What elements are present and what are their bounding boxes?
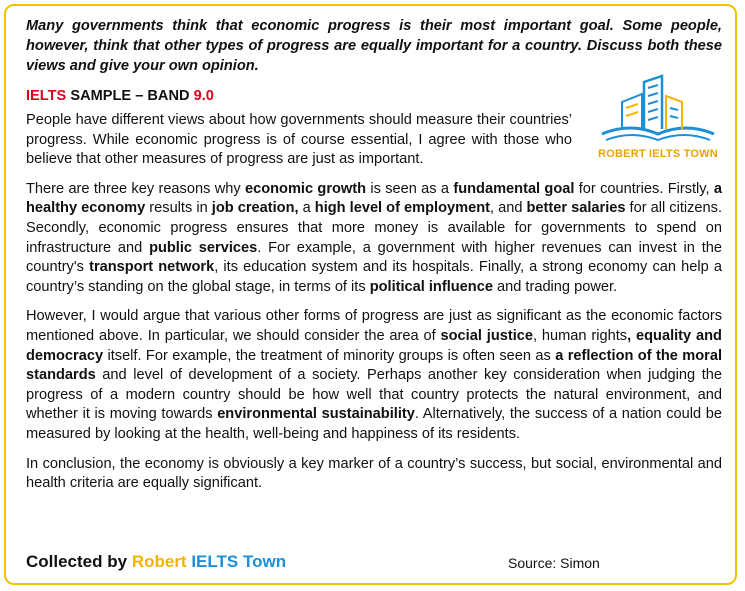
- sample-brand: IELTS: [26, 88, 67, 104]
- text: results in: [145, 200, 212, 217]
- collected-by: [26, 552, 286, 571]
- keyword: job creation,: [211, 200, 299, 217]
- robert-ielts-town-logo: [592, 72, 724, 164]
- text: and trading power.: [492, 278, 618, 295]
- text: a: [298, 200, 315, 217]
- sample-band: 9.0: [193, 88, 214, 104]
- keyword: social justice: [440, 327, 533, 344]
- paragraph-intro: People have different views about how governments should measure their countries’ progress. While economic progress is of course essential, I agree with those who believe that other measures of progress are just as important.: [26, 112, 572, 168]
- text: itself. For example, the treatment of minority groups is often seen as: [103, 347, 556, 364]
- text: for all citizens. Secondly, economic progress ensures that more money is available for governments to spend on infrastructure and: [26, 200, 723, 256]
- book-tower-icon: [592, 72, 724, 148]
- keyword: fundamental goal: [453, 180, 575, 197]
- text: , and: [489, 200, 527, 217]
- text: for countries. Firstly,: [574, 180, 714, 197]
- keyword: , equality and democracy: [26, 327, 722, 364]
- footer: [26, 552, 716, 572]
- text: . For example, a government with higher revenues can invest in the country's: [26, 239, 722, 276]
- essay-prompt: Many governments think that economic progress is their most important goal. Some people, however, think that other types of progress are equally important for a country. Discuss both these views and give your own opinion.: [26, 18, 722, 74]
- keyword: environmental sustainability: [217, 406, 415, 423]
- keyword: a healthy economy: [26, 180, 723, 217]
- text: and level of development of a society. Perhaps another key consideration when judging the progress of a modern country should be how well that country protects the natural environment, and whether it is moving towards: [26, 367, 722, 423]
- keyword: better salaries: [526, 200, 626, 217]
- paragraph-other-progress: [26, 307, 722, 444]
- text: is seen as a: [366, 180, 454, 197]
- paragraph-conclusion: In conclusion, the economy is obviously a key marker of a country’s success, but social, environmental and health criteria are equally significant.: [26, 455, 722, 492]
- keyword: economic growth: [244, 180, 367, 197]
- keyword: high level of employment: [314, 200, 490, 217]
- sample-mid: SAMPLE – BAND: [66, 88, 194, 104]
- keyword: public services: [149, 239, 258, 256]
- robert-name: Robert: [131, 552, 187, 571]
- ielts-town-name: IELTS Town: [191, 552, 287, 571]
- source-credit: Source: Simon: [508, 555, 600, 571]
- keyword: a reflection of the moral standards: [26, 347, 722, 384]
- paragraph-economic: [26, 180, 722, 298]
- text: , human rights: [533, 327, 628, 344]
- text: , its education system and its hospitals. Finally, a strong economy can help a country’s standing on the global stage, in terms of its: [26, 259, 722, 295]
- text: . Alternatively, the success of a nation could be measured by looking at the health, well-being and happiness of its residents.: [26, 406, 722, 442]
- keyword: transport network: [89, 259, 215, 276]
- text: There are three key reasons why: [26, 180, 245, 197]
- collected-label: Collected by: [26, 552, 132, 571]
- text: However, I would argue that various other forms of progress are just as significant as the economic factors mentioned above. In particular, we should consider the area of: [26, 308, 722, 344]
- logo-text: ROBERT IELTS TOWN: [598, 148, 718, 160]
- keyword: political influence: [369, 278, 493, 295]
